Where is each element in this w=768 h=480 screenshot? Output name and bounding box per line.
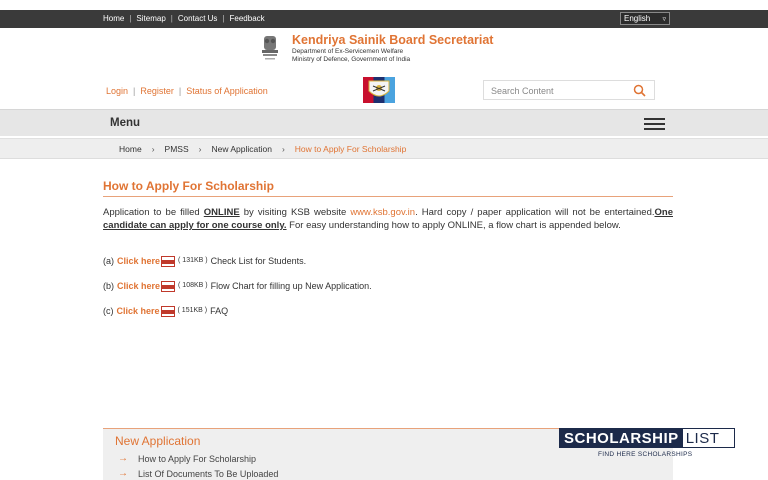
separator: | xyxy=(133,86,136,96)
hamburger-icon[interactable] xyxy=(644,118,665,130)
watermark-tagline: FIND HERE SCHOLARSHIPS xyxy=(598,451,693,458)
pdf-icon[interactable] xyxy=(161,306,175,317)
separator: | xyxy=(178,86,182,96)
arrow-right-icon: → xyxy=(118,468,128,479)
separator: | xyxy=(222,14,225,23)
national-emblem-icon xyxy=(257,33,283,63)
breadcrumb-new-application[interactable]: New Application xyxy=(211,144,272,154)
status-of-application-link[interactable]: Status of Application xyxy=(186,86,268,96)
breadcrumb-current: How to Apply For Scholarship xyxy=(294,144,407,154)
scholarship-list-watermark xyxy=(559,428,735,462)
separator: | xyxy=(170,14,173,23)
top-link-feedback[interactable]: Feedback xyxy=(229,14,265,23)
top-link-contact[interactable]: Contact Us xyxy=(177,14,218,23)
watermark-word-2: LIST xyxy=(683,429,723,447)
download-item xyxy=(103,305,228,316)
panel-title: New Application xyxy=(115,434,201,448)
watermark-logo xyxy=(559,428,735,448)
intro-text: . Hard copy / paper application will not be entertained. xyxy=(415,207,655,218)
item-description: Flow Chart for filling up New Application. xyxy=(210,280,372,291)
menu-bar xyxy=(0,109,768,136)
panel-link-label: List Of Documents To Be Uploaded xyxy=(138,468,279,479)
menu-label[interactable]: Menu xyxy=(110,117,141,129)
language-value: English xyxy=(624,14,651,23)
title-divider xyxy=(103,196,673,197)
file-size: ( 131KB ) xyxy=(178,257,208,264)
item-lead: (a) xyxy=(103,255,114,266)
intro-text: by visiting KSB website xyxy=(239,207,351,218)
intro-paragraph xyxy=(103,206,673,232)
intro-one-course: One candidate can apply for one course only. xyxy=(103,207,673,231)
chevron-right-icon: › xyxy=(198,144,202,154)
separator: | xyxy=(129,14,132,23)
auth-links xyxy=(106,86,268,96)
breadcrumb-bar xyxy=(0,138,768,159)
department-name: Department of Ex-Servicemen Welfare xyxy=(292,48,404,55)
breadcrumb xyxy=(119,144,406,154)
ministry-name: Ministry of Defence, Government of India xyxy=(292,56,411,63)
search-input[interactable] xyxy=(484,82,624,100)
click-here-link[interactable]: Click here xyxy=(117,280,161,291)
top-link-home[interactable]: Home xyxy=(103,14,125,23)
panel-link-how-to-apply[interactable] xyxy=(118,453,256,464)
search-box xyxy=(483,80,655,100)
register-link[interactable]: Register xyxy=(140,86,174,96)
file-size: ( 108KB ) xyxy=(178,282,208,289)
item-lead: (c) xyxy=(103,305,114,316)
login-link[interactable]: Login xyxy=(106,86,129,96)
search-icon[interactable] xyxy=(633,84,646,97)
pdf-icon[interactable] xyxy=(161,281,175,292)
download-item xyxy=(103,280,372,291)
tri-services-crest-icon xyxy=(362,76,396,104)
panel-link-label: How to Apply For Scholarship xyxy=(138,453,257,464)
intro-online: ONLINE xyxy=(203,207,240,218)
panel-link-documents[interactable] xyxy=(118,468,278,479)
watermark-word-1: SCHOLARSHIP xyxy=(560,429,683,447)
chevron-down-icon: ▿ xyxy=(662,15,666,23)
breadcrumb-home[interactable]: Home xyxy=(119,144,142,154)
file-size: ( 151KB ) xyxy=(177,307,208,314)
item-lead: (b) xyxy=(103,280,114,291)
item-description: Check List for Students. xyxy=(210,255,307,266)
download-item xyxy=(103,255,306,266)
intro-text: Application to be filled xyxy=(103,207,204,218)
intro-text: For easy understanding how to apply ONLINE, a flow chart is appended below. xyxy=(286,220,621,231)
click-here-link[interactable]: Click here xyxy=(116,305,160,316)
site-title: Kendriya Sainik Board Secretariat xyxy=(292,33,494,47)
language-select[interactable] xyxy=(620,12,670,25)
ksb-website-link[interactable]: www.ksb.gov.in xyxy=(350,207,416,218)
arrow-right-icon: → xyxy=(118,453,128,464)
chevron-right-icon: › xyxy=(151,144,155,154)
click-here-link[interactable]: Click here xyxy=(117,255,161,266)
top-link-sitemap[interactable]: Sitemap xyxy=(136,14,166,23)
item-description: FAQ xyxy=(210,305,229,316)
top-links xyxy=(103,14,265,23)
page-title: How to Apply For Scholarship xyxy=(103,179,274,193)
top-utility-bar xyxy=(0,10,768,28)
chevron-right-icon: › xyxy=(281,144,285,154)
breadcrumb-pmss[interactable]: PMSS xyxy=(164,144,189,154)
pdf-icon[interactable] xyxy=(161,256,175,267)
